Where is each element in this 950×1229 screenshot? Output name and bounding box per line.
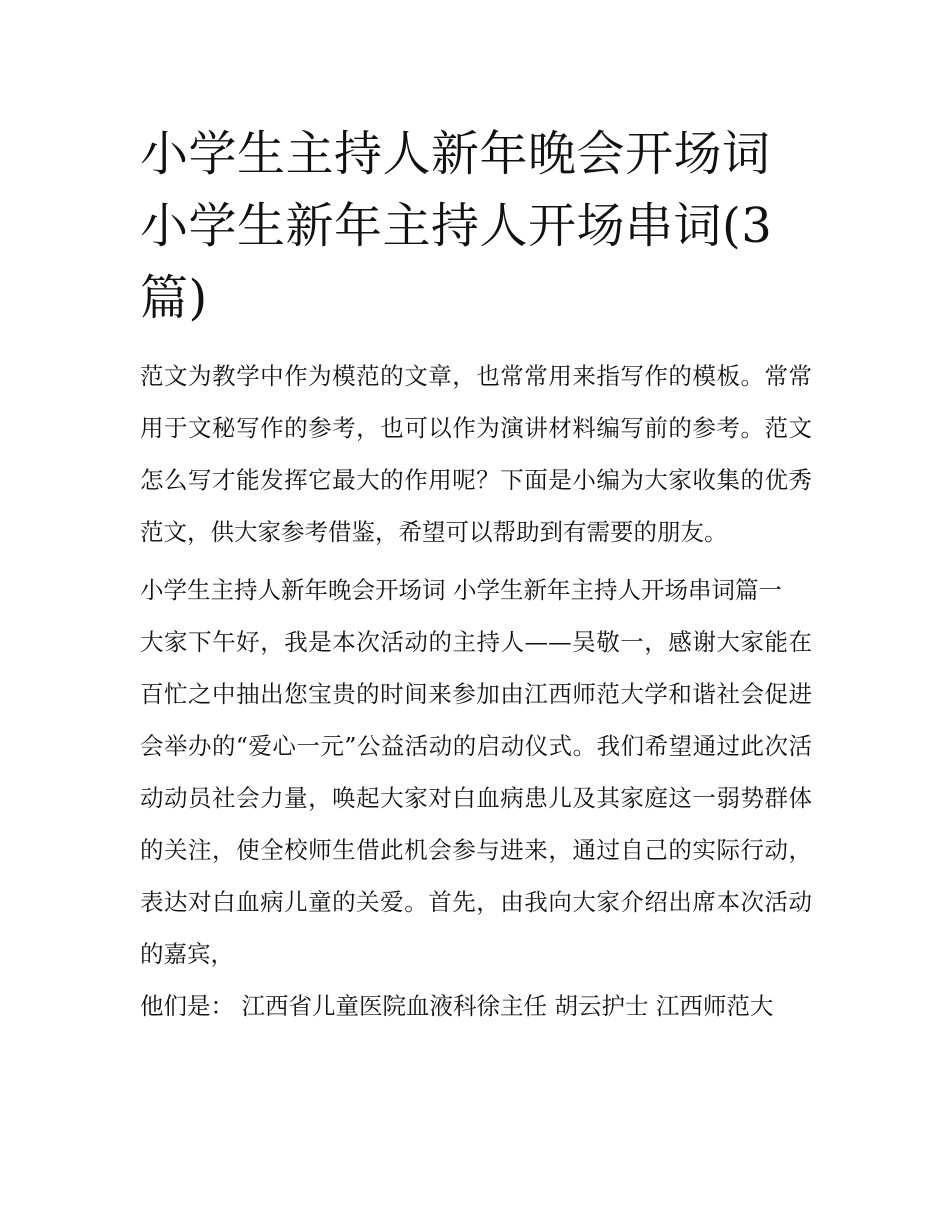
section-heading: 小学生主持人新年晚会开场词 小学生新年主持人开场串词篇一: [140, 576, 782, 604]
body-paragraph: 大家下午好，我是本次活动的主持人——吴敬一，感谢大家能在百忙之中抽出您宝贵的时间来参加由江西师范大学和谐社会促进会举办的“爱心一元”公益活动的启动仪式。我们希望通过此次活动动员社会力量，唤起大家对白血病患儿及其家庭这一弱势群体的关注，使全校师生借此机会参与进来，通过自己的实际行动，表达对白血病儿童的关爱。首先，由我向大家介绍出席本次活动的嘉宾，: [140, 628, 812, 968]
document-page: [140, 118, 812, 1032]
document-title: 小学生主持人新年晚会开场词 小学生新年主持人开场串词(3篇): [140, 126, 773, 326]
guests-line: 他们是： 江西省儿童医院血液科徐主任 胡云护士 江西师范大: [140, 992, 774, 1020]
intro-paragraph: 范文为教学中作为模范的文章，也常常用来指写作的模板。常常用于文秘写作的参考，也可以作为演讲材料编写前的参考。范文怎么写才能发挥它最大的作用呢？下面是小编为大家收集的优秀范文，供大家参考借鉴，希望可以帮助到有需要的朋友。: [140, 362, 812, 546]
